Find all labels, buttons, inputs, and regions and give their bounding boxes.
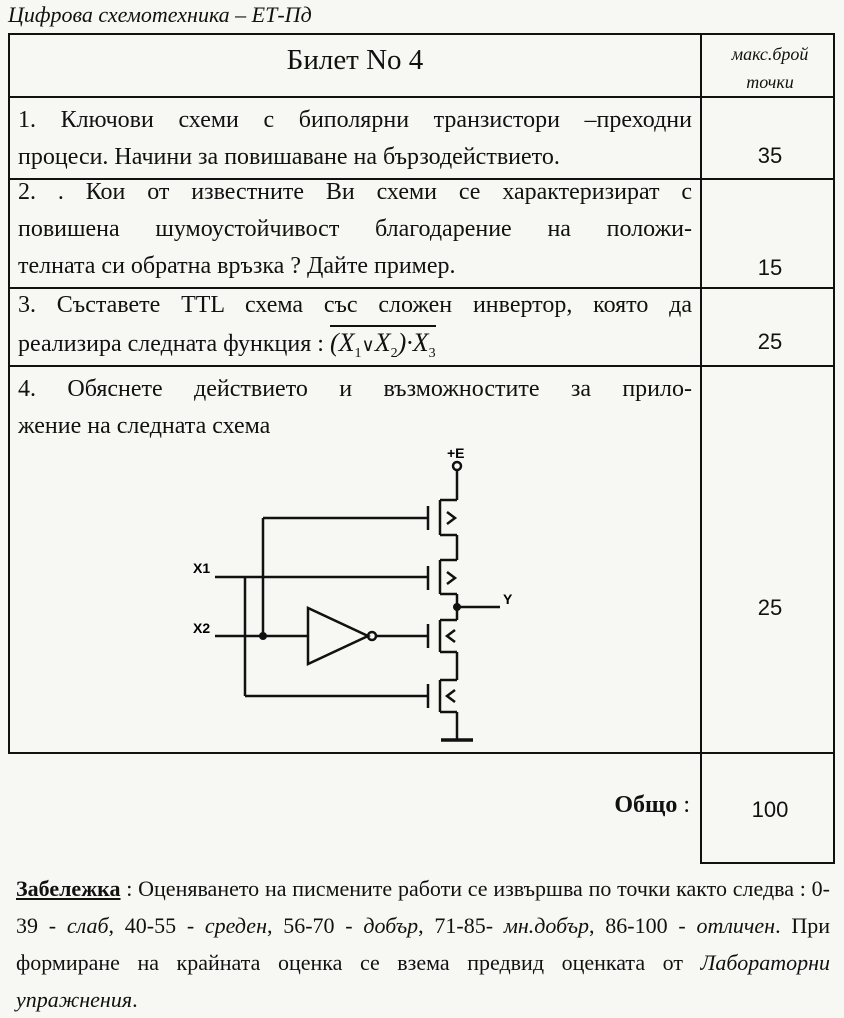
question-3-points: 25 xyxy=(757,329,783,354)
input-x1-label: X1 xyxy=(193,560,211,576)
table-border-left xyxy=(8,33,10,753)
grade-average: среден xyxy=(204,913,267,938)
grade-good: добър xyxy=(363,913,419,938)
supply-terminal xyxy=(453,462,461,470)
grade-weak: слаб xyxy=(66,913,109,938)
formula-sub: 2 xyxy=(390,346,398,362)
question-line-text: реализира следната функция : xyxy=(18,331,324,357)
question-line: 1. Ключови схеми с биполярни транзистори –преходни xyxy=(18,107,692,133)
lab-exercises: Лабораторни упражнения xyxy=(16,950,830,1012)
question-2-points: 15 xyxy=(757,255,783,280)
points-header xyxy=(700,40,840,96)
boolean-formula: $(X_1\vee X_2)\cdot X_3$ xyxy=(330,325,436,357)
question-line: процеси. Начини за повишаване на бързодействието. xyxy=(18,144,560,170)
total-label xyxy=(560,792,690,819)
points-header-line: макс.брой xyxy=(731,44,809,64)
formula-var: X xyxy=(412,328,429,357)
total-label-text: Общо xyxy=(614,792,678,818)
course-title: Цифрова схемотехника – ЕТ-Пд xyxy=(8,2,312,27)
formula-or: ∨ xyxy=(361,335,375,355)
formula-var: X xyxy=(374,328,391,357)
row-divider xyxy=(8,752,834,754)
cmos-schematic xyxy=(180,440,540,750)
note-text: , 40-55 - xyxy=(108,913,205,938)
formula-sub: 1 xyxy=(354,346,362,362)
grade-excellent: отличен xyxy=(696,913,776,938)
supply-label: +E xyxy=(447,445,465,461)
total-cell-bottom xyxy=(700,862,835,864)
note-text: . При формиране на крайната оценка се взема предвид оценката от xyxy=(16,913,831,975)
points-header-line: точки xyxy=(746,72,794,92)
question-1 xyxy=(18,102,692,176)
question-line: 4. Обяснете действието и възможностите за прило- xyxy=(18,376,692,402)
note-text: , 56-70 - xyxy=(266,913,364,938)
ticket-title: Билет No 4 xyxy=(286,44,424,76)
question-line xyxy=(18,324,692,372)
total-colon: : xyxy=(683,792,690,818)
junction-dot xyxy=(453,603,461,611)
question-line: 3. Съставете TTL схема със сложен инвертор, която да xyxy=(18,292,692,318)
note-text: : Оценяването на писмените работи се извършва по точки както следва : 0-39 - xyxy=(16,876,830,938)
question-4 xyxy=(18,371,692,445)
formula-var: X xyxy=(338,328,355,357)
row-divider xyxy=(8,96,834,98)
output-y-label: Y xyxy=(503,591,513,607)
table-border-top xyxy=(8,33,834,35)
question-line: телната си обратна връзка ? Дайте пример. xyxy=(18,253,456,279)
question-line: 2. . Кои от известните Ви схеми се характеризират с xyxy=(18,179,692,205)
note-text: , 71-85- xyxy=(418,913,504,938)
grading-note xyxy=(16,870,830,1018)
formula-dot: · xyxy=(406,328,413,357)
input-x2-label: X2 xyxy=(193,620,211,636)
note-label: Забележка xyxy=(16,876,121,901)
total-value: 100 xyxy=(751,797,789,822)
question-1-points: 35 xyxy=(757,143,783,168)
question-3 xyxy=(18,287,692,372)
question-4-points: 25 xyxy=(757,595,783,620)
formula-sub: 3 xyxy=(428,346,436,362)
question-2 xyxy=(18,174,692,285)
note-text: , 86-100 - xyxy=(589,913,697,938)
question-line: жение на следната схема xyxy=(18,413,271,439)
grade-very-good: мн.добър xyxy=(503,913,590,938)
note-text: . xyxy=(132,987,138,1012)
junction-dot xyxy=(259,632,267,640)
question-line: повишена шумоустойчивост благодарение на положи- xyxy=(18,216,692,242)
